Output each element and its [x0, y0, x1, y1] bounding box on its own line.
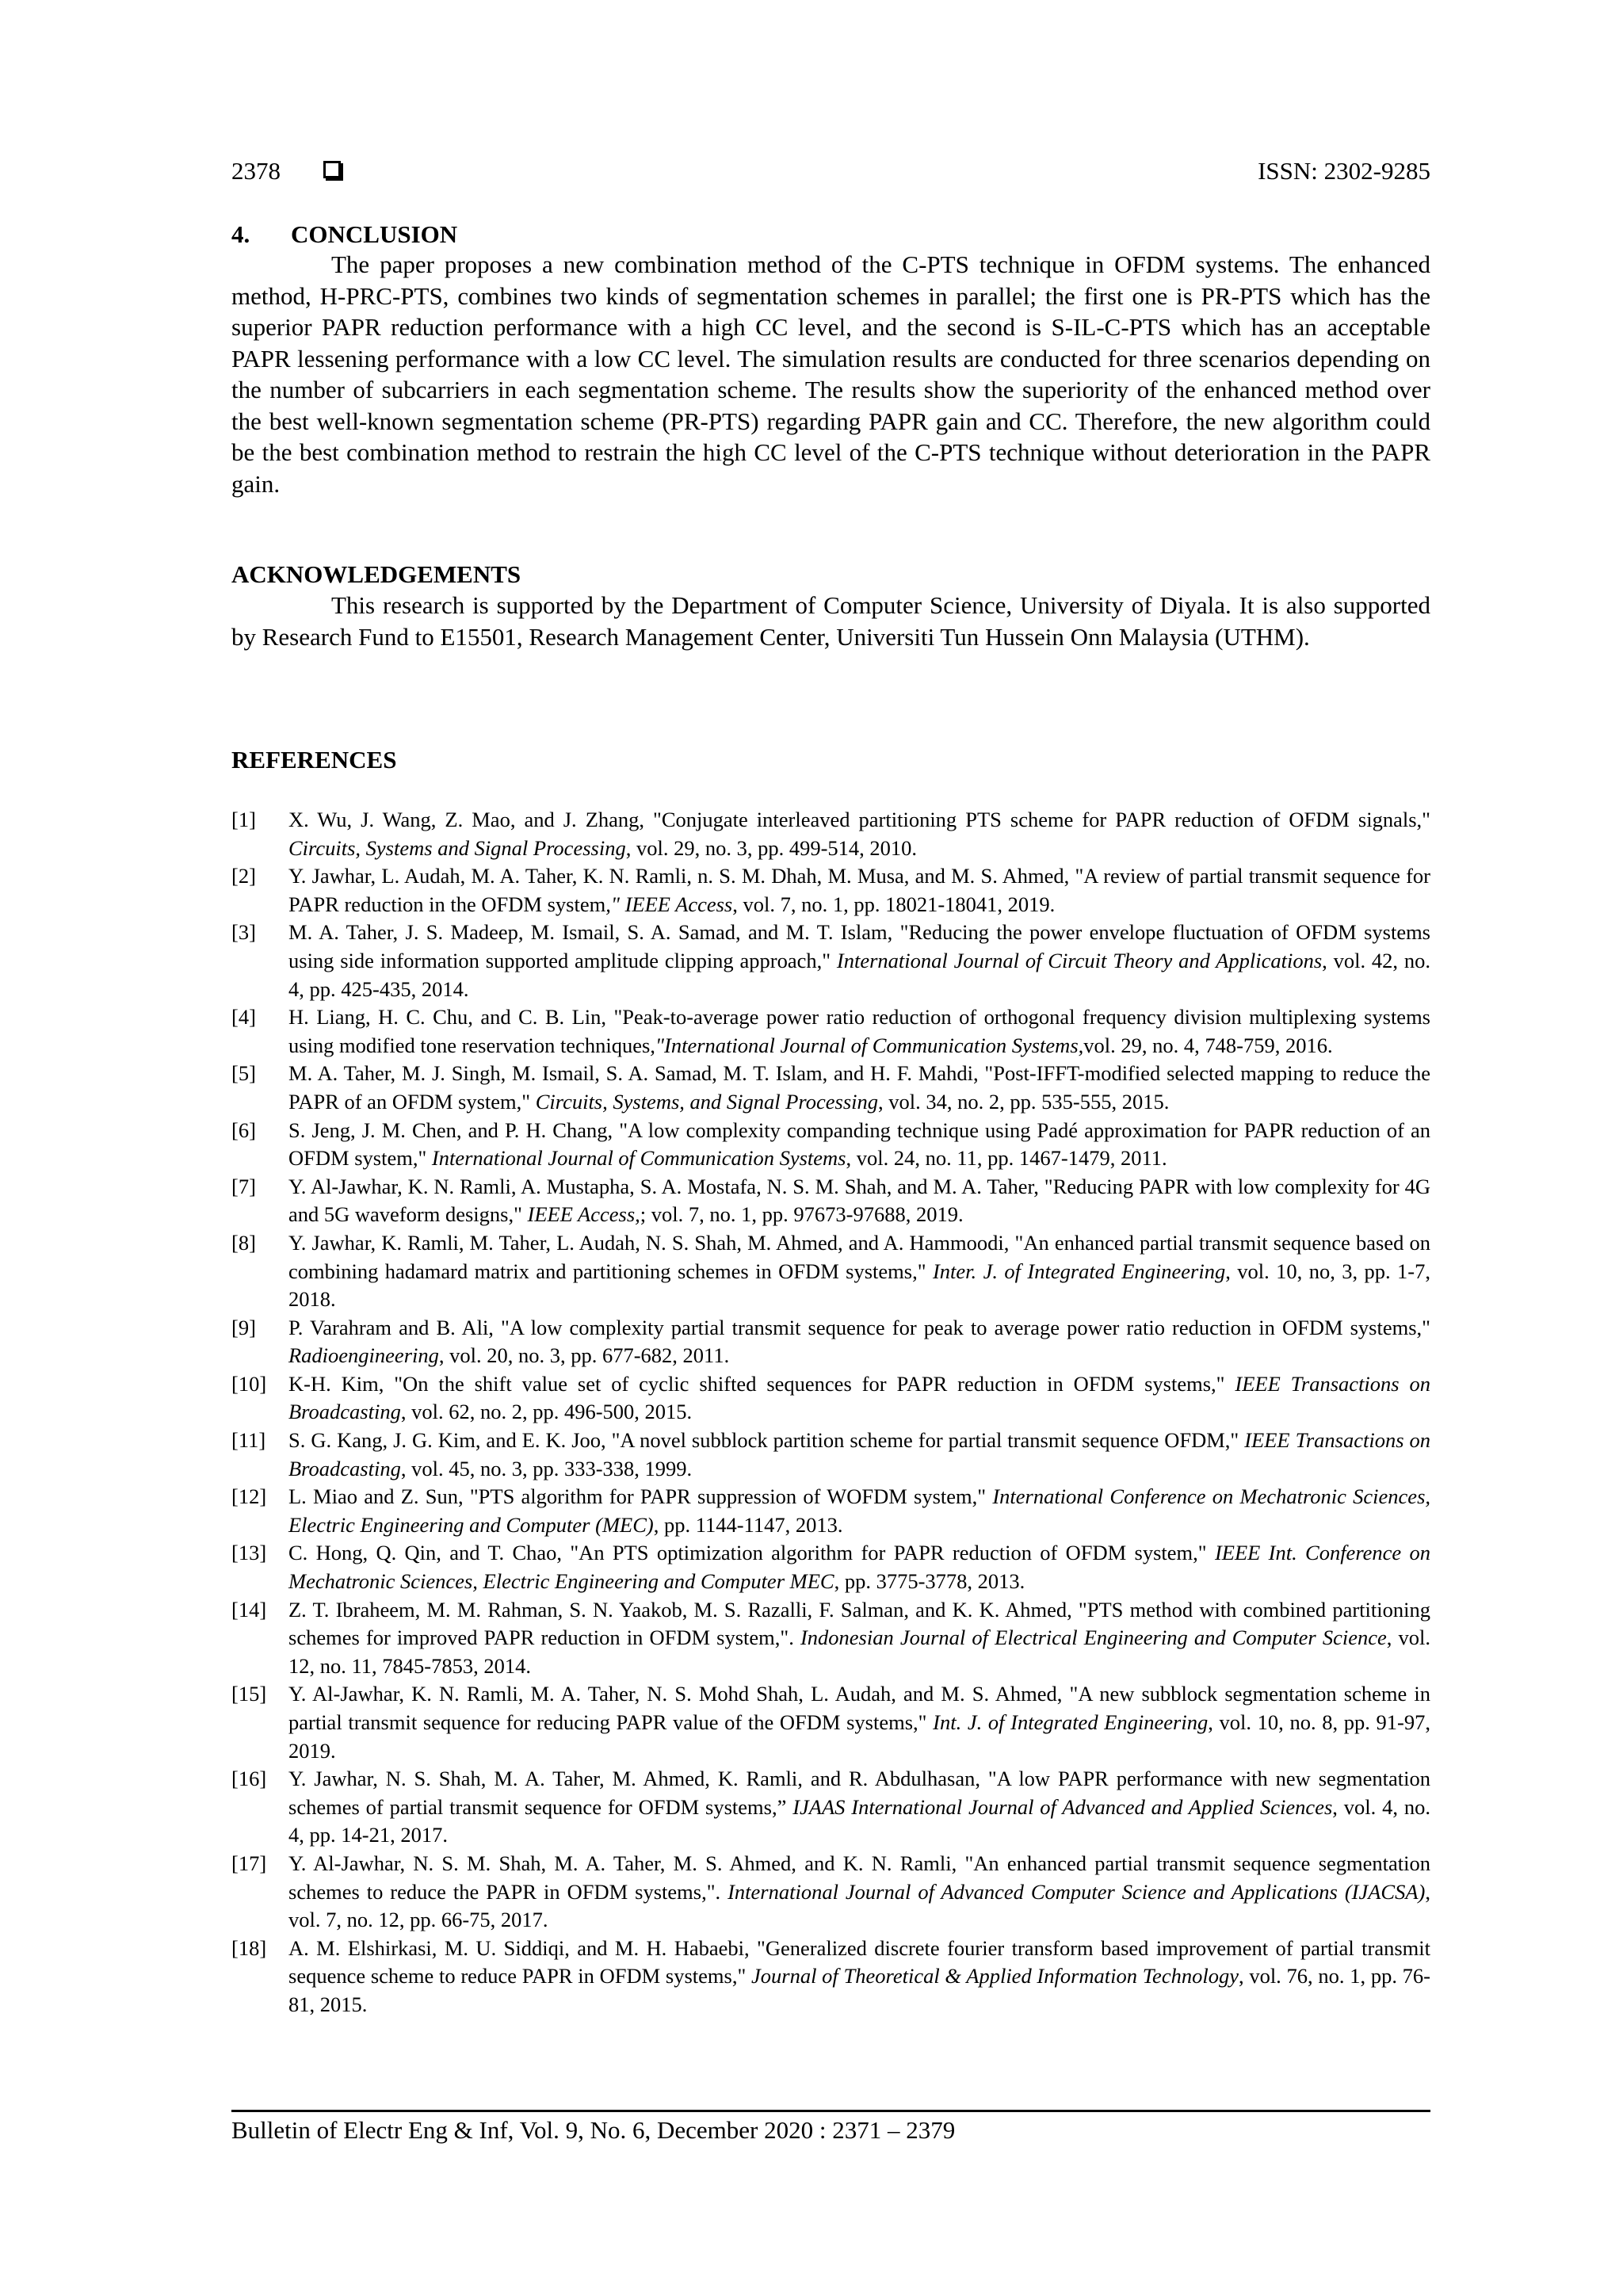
reference-number: [9]	[231, 1315, 256, 1339]
reference-number: [5]	[231, 1061, 256, 1086]
reference-venue: Int. J. of Integrated Engineering	[933, 1710, 1209, 1734]
reference-venue: International Journal of Advanced Computer Science and Applications (IJACSA)	[727, 1879, 1426, 1904]
references-heading: REFERENCES	[231, 746, 397, 774]
reference-details: , vol. 24, no. 11, pp. 1467-1479, 2011.	[846, 1146, 1167, 1171]
acknowledgements-paragraph: This research is supported by the Department of Computer Science, University of Diyala. It is also supported by Research Fund to E15501, Research Management Center, Universiti Tun Hussein Onn Malaysia (UTHM).	[231, 591, 1430, 651]
reference-item	[231, 1680, 1430, 1765]
reference-number: [11]	[231, 1428, 266, 1453]
reference-item	[231, 1427, 1430, 1483]
reference-details: , vol. 10, no, 3, pp. 1-7, 2018.	[288, 1259, 1431, 1312]
reference-number: [3]	[231, 920, 256, 945]
page-number: 2378	[231, 157, 281, 185]
reference-item	[231, 1060, 1430, 1116]
reference-item	[231, 1539, 1430, 1595]
reference-number: [13]	[231, 1541, 267, 1565]
reference-details: , vol. 4, no. 4, pp. 14-21, 2017.	[288, 1794, 1430, 1847]
reference-authors-title: K-H. Kim, "On the shift value set of cyclic shifted sequences for PAPR reduction in OFDM systems,"	[288, 1371, 1235, 1396]
reference-venue: IEEE Access,	[527, 1202, 640, 1227]
reference-number: [10]	[231, 1371, 267, 1396]
reference-venue: IEEE Transactions on Broadcasting	[288, 1428, 1430, 1480]
reference-item	[231, 919, 1430, 1003]
reference-item	[231, 806, 1430, 862]
reference-venue: International Conference on Mechatronic Sciences, Electric Engineering and Computer (MEC)	[288, 1484, 1431, 1537]
acknowledgements-heading: ACKNOWLEDGEMENTS	[231, 560, 521, 588]
reference-authors-title: L. Miao and Z. Sun, "PTS algorithm for PAPR suppression of WOFDM system,"	[288, 1484, 993, 1509]
reference-number: [8]	[231, 1230, 256, 1255]
conclusion-body	[231, 249, 1430, 499]
reference-number: [4]	[231, 1005, 256, 1030]
reference-venue: Indonesian Journal of Electrical Engineering and Computer Science	[800, 1626, 1387, 1650]
section-title: CONCLUSION	[291, 220, 458, 248]
reference-details: vol. 29, no. 4, 748-759, 2016.	[1083, 1033, 1333, 1057]
reference-authors-title: S. G. Kang, J. G. Kim, and E. K. Joo, "A novel subblock partition scheme for partial transmit sequence OFDM,"	[288, 1428, 1245, 1453]
reference-details: , vol. 29, no. 3, pp. 499-514, 2010.	[625, 835, 918, 860]
reference-item	[231, 1229, 1430, 1314]
reference-number: [15]	[231, 1682, 267, 1706]
reference-item	[231, 1935, 1430, 2019]
reference-item	[231, 1370, 1430, 1427]
reference-number: [17]	[231, 1851, 267, 1875]
reference-authors-title: S. Jeng, J. M. Chen, and P. H. Chang, "A low complexity companding technique using Padé approximation for PAPR reduction of an OFDM system,"	[288, 1117, 1430, 1171]
reference-item	[231, 1483, 1430, 1539]
reference-number: [18]	[231, 1935, 267, 1960]
reference-details: , vol. 7, no. 1, pp. 18021-18041, 2019.	[732, 892, 1056, 916]
reference-details: , vol. 20, no. 3, pp. 677-682, 2011.	[438, 1343, 730, 1368]
reference-number: [1]	[231, 808, 256, 831]
reference-details: ; vol. 7, no. 1, pp. 97673-97688, 2019.	[640, 1202, 964, 1227]
square-bullet-icon	[323, 161, 341, 178]
reference-venue: Radioengineering	[288, 1343, 439, 1368]
reference-authors-title: P. Varahram and B. Ali, "A low complexity partial transmit sequence for peak to average power ratio reduction in OFDM systems,"	[288, 1315, 1430, 1339]
reference-details: , vol. 45, no. 3, pp. 333-338, 1999.	[400, 1456, 693, 1480]
reference-item	[231, 1003, 1430, 1060]
reference-authors-title: Y. Jawhar, L. Audah, M. A. Taher, K. N. Ramli, n. S. M. Dhah, M. Musa, and M. S. Ahmed, "A review of partial transmit sequence for PAPR reduction in the OFDM system	[288, 864, 1430, 916]
reference-venue: IEEE Int. Conference on Mechatronic Sciences, Electric Engineering and Computer MEC	[288, 1541, 1431, 1594]
reference-authors-title: Y. Jawhar, K. Ramli, M. Taher, L. Audah, N. S. Shah, M. Ahmed, and A. Hammoodi, "An enhanced partial transmit sequence based on combining hadamard matrix and partitioning schemes in OFDM systems,"	[288, 1230, 1430, 1283]
reference-authors-title: M. A. Taher, M. J. Singh, M. Ismail, S. A. Samad, M. T. Islam, and H. F. Mahdi, "Post-IFFT-modified selected mapping to reduce the PAPR of an OFDM system,"	[288, 1061, 1430, 1114]
reference-item	[231, 1850, 1430, 1935]
reference-venue: ,"International Journal of Communication Systems,	[650, 1033, 1084, 1057]
reference-venue: Journal of Theoretical & Applied Information Technology	[751, 1964, 1239, 1988]
reference-authors-title: Y. Jawhar, N. S. Shah, M. A. Taher, M. Ahmed, K. Ramli, and R. Abdulhasan, "A low PAPR performance with new segmentation schemes of partial transmit sequence for OFDM systems,”	[288, 1767, 1430, 1819]
reference-details: , vol. 12, no. 11, 7845-7853, 2014.	[288, 1626, 1430, 1678]
reference-number: [12]	[231, 1484, 267, 1509]
reference-number: [14]	[231, 1597, 267, 1622]
reference-item	[231, 1596, 1430, 1681]
reference-details: , vol. 42, no. 4, pp. 425-435, 2014.	[288, 948, 1430, 1001]
reference-number: [2]	[231, 864, 256, 888]
reference-venue: Inter. J. of Integrated Engineering	[932, 1259, 1226, 1283]
reference-item	[231, 1314, 1430, 1370]
reference-authors-title: Y. Al-Jawhar, K. N. Ramli, M. A. Taher, N. S. Mohd Shah, L. Audah, and M. S. Ahmed, "A new subblock segmentation scheme in partial transmit sequence for reducing PAPR value of the OFDM systems,"	[288, 1682, 1430, 1734]
reference-details: , vol. 7, no. 12, pp. 66-75, 2017.	[288, 1879, 1430, 1932]
reference-venue: Circuits, Systems, and Signal Processing	[535, 1089, 879, 1114]
issn: ISSN: 2302-9285	[1258, 157, 1430, 185]
reference-venue: ," IEEE Access	[605, 892, 733, 916]
reference-authors-title: Z. T. Ibraheem, M. M. Rahman, S. N. Yaakob, M. S. Razalli, F. Salman, and K. K. Ahmed, "PTS method with combined partitioning schemes for improved PAPR reduction in OFDM system,".	[288, 1597, 1430, 1650]
reference-details: , pp. 3775-3778, 2013.	[834, 1569, 1025, 1594]
reference-number: [16]	[231, 1767, 267, 1791]
reference-authors-title: C. Hong, Q. Qin, and T. Chao, "An PTS optimization algorithm for PAPR reduction of OFDM system,"	[288, 1541, 1215, 1565]
reference-list	[231, 806, 1430, 2019]
page-footer: Bulletin of Electr Eng & Inf, Vol. 9, No. 6, December 2020 : 2371 – 2379	[231, 2116, 956, 2144]
reference-details: , vol. 62, no. 2, pp. 496-500, 2015.	[400, 1400, 693, 1424]
acknowledgements-body	[231, 590, 1430, 652]
reference-authors-title: M. A. Taher, J. S. Madeep, M. Ismail, S. A. Samad, and M. T. Islam, "Reducing the power envelope fluctuation of OFDM systems using side information supported amplitude clipping approach,"	[288, 920, 1430, 972]
reference-number: [6]	[231, 1117, 256, 1142]
reference-venue: International Journal of Communication Systems	[431, 1146, 846, 1171]
footer-divider	[231, 2110, 1430, 2112]
reference-details: , vol. 34, no. 2, pp. 535-555, 2015.	[878, 1089, 1170, 1114]
reference-authors-title: Y. Al-Jawhar, K. N. Ramli, A. Mustapha, S. A. Mostafa, N. S. M. Shah, and M. A. Taher, "Reducing PAPR with low complexity for 4G and 5G waveform designs,"	[288, 1174, 1430, 1227]
reference-authors-title: Y. Al-Jawhar, N. S. M. Shah, M. A. Taher, M. S. Ahmed, and K. N. Ramli, "An enhanced partial transmit sequence segmentation schemes to reduce the PAPR in OFDM systems,".	[288, 1851, 1430, 1904]
conclusion-heading	[231, 218, 457, 251]
reference-item	[231, 1765, 1430, 1850]
reference-item	[231, 1173, 1430, 1229]
page-header	[231, 152, 1430, 190]
reference-item	[231, 862, 1430, 919]
reference-venue: IEEE Transactions on Broadcasting	[288, 1371, 1430, 1424]
reference-authors-title: A. M. Elshirkasi, M. U. Siddiqi, and M. H. Habaebi, "Generalized discrete fourier transform based improvement of partial transmit sequence scheme to reduce PAPR in OFDM systems,"	[288, 1935, 1430, 1988]
reference-authors-title: H. Liang, H. C. Chu, and C. B. Lin, "Peak-to-average power ratio reduction of orthogonal frequency division multiplexing systems using modified tone reservation techniques	[288, 1005, 1430, 1057]
reference-details: , vol. 76, no. 1, pp. 76-81, 2015.	[288, 1964, 1430, 2016]
reference-venue: International Journal of Circuit Theory and Applications	[836, 948, 1323, 972]
reference-authors-title: X. Wu, J. Wang, Z. Mao, and J. Zhang, "Conjugate interleaved partitioning PTS scheme for PAPR reduction of OFDM signals,"	[288, 808, 1430, 831]
reference-number: [7]	[231, 1174, 256, 1198]
section-number: 4.	[231, 220, 250, 248]
reference-details: , pp. 1144-1147, 2013.	[653, 1512, 843, 1537]
reference-venue: Circuits, Systems and Signal Processing	[288, 835, 626, 860]
reference-item	[231, 1117, 1430, 1173]
conclusion-paragraph: The paper proposes a new combination method of the C-PTS technique in OFDM systems. The enhanced method, H-PRC-PTS, combines two kinds of segmentation schemes in parallel; the first one is PR-PTS which has the superior PAPR reduction performance with a high CC level, and the second is S-IL-C-PTS which has an acceptable PAPR lessening performance with a low CC level. The simulation results are conducted for three scenarios depending on the number of subcarriers in each segmentation scheme. The results show the superiority of the enhanced method over the best well-known segmentation scheme (PR-PTS) regarding PAPR gain and CC. Therefore, the new algorithm could be the best combination method to restrain the high CC level of the C-PTS technique without deterioration in the PAPR gain.	[231, 250, 1430, 498]
reference-details: , vol. 10, no. 8, pp. 91-97, 2019.	[288, 1710, 1430, 1763]
reference-venue: IJAAS International Journal of Advanced and Applied Sciences	[792, 1794, 1333, 1819]
